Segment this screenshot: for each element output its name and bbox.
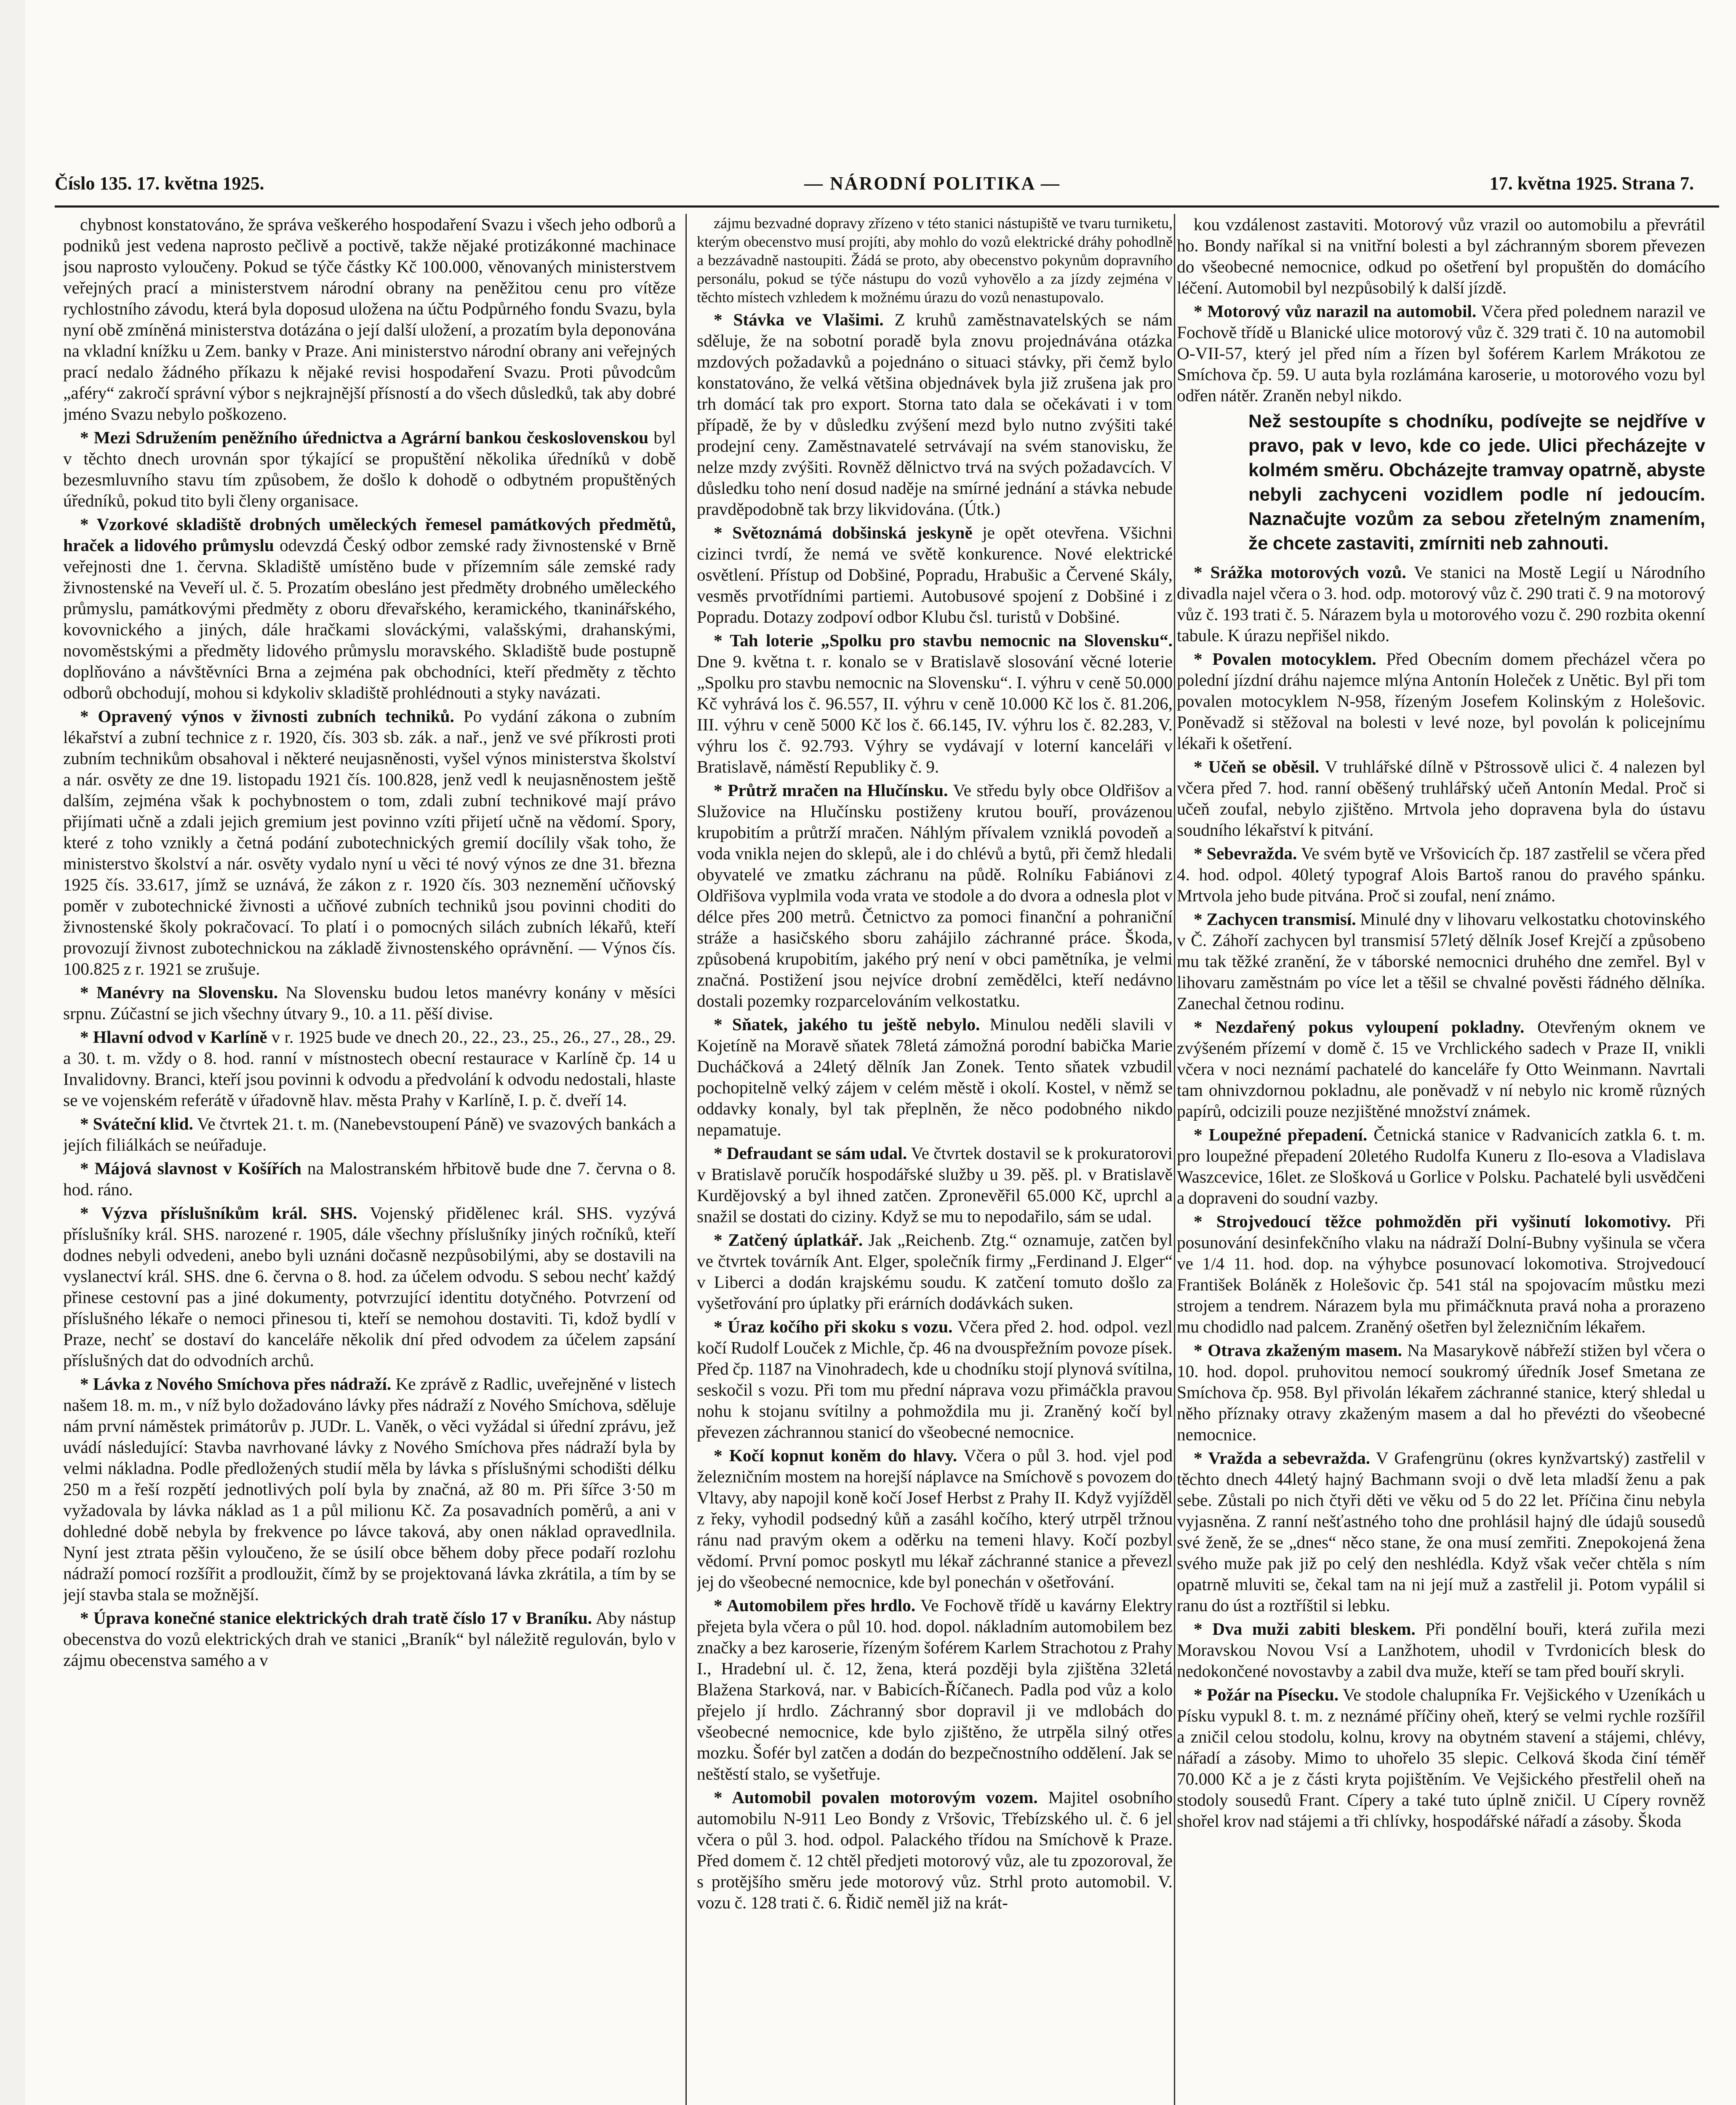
article-headline: * Požár na Písecku. [1194, 1685, 1339, 1704]
article [1177, 1211, 1705, 1337]
article-headline: * Světoznámá dobšinská jeskyně [714, 523, 973, 542]
column-separator [685, 214, 687, 2105]
column-3 [1177, 214, 1705, 2105]
article [63, 1113, 676, 1155]
article-headline: * Učeň se oběsil. [1194, 757, 1320, 776]
article-text: Při posunování desinfekčního vlaku na nádraží Dolní-Bubny vyšinula se včera ve 1/4 11. hod. dop. na výhybce posunovací lokomotiva. Strojvedoucí František Boláněk z Holešovic čp. 541 stál na spojovacím můstku mezi strojem a tendrem. Nárazem byla mu přimáčknuta pravá noha a prorazeno mu chodidlo nad palcem. Zraněný ošetřen byl železničním lékařem. [1177, 1212, 1705, 1336]
page-margin [0, 0, 25, 2105]
column-separator [1174, 214, 1175, 2105]
column-2 [697, 214, 1173, 2105]
article-headline: * Nezdařený pokus vyloupení pokladny. [1194, 1017, 1525, 1037]
article [697, 1595, 1173, 1784]
article-text: Jak „Reichenb. Ztg.“ oznamuje, zatčen byl ve čtvrtek továrník Ant. Elger, společník firmy „Ferdinand J. Elger“ v Liberci a dodán krajskému soudu. K zatčení tomuto došlo za vyšetřování pro úplatky při erárních dodávkách suken. [697, 1230, 1173, 1313]
article-headline: * Stávka ve Vlašimi. [714, 310, 884, 329]
article-headline: * Sváteční klid. [80, 1114, 193, 1133]
article [63, 1373, 676, 1605]
article-text: Včera před polednem narazil ve Fochově třídě u Blanické ulice motorový vůz č. 329 trati č. 10 na automobil O-VII-57, který jel před ním a řízen byl šoférem Karlem Mrákotou ze Smíchova čp. 59. U auta byla rozlámána karoserie, u motorového vozu byl odřen nátěr. Zraněn nebyl nikdo. [1177, 301, 1705, 405]
article-text: V Grafengrünu (okres kynžvartský) zastřelil v těchto dnech 44letý hajný Bachmann svoji o dvě leta mladší ženu a pak sebe. Zůstali po nich čtyři děti ve věku od 5 do 22 let. Příčina činu nebyla vyjasněna. Z ranní nešťastného toho dne prohlásil hajný dle údajů sousedů své ženě, že se „dnes“ něco stane, že ona musí zemřiti. Znepokojená žena svého muže pak již po celý den neshlédla. Když však večer chtěla s ním opatrně mluviti se, čekal tam na ni její muž a zastřelil ji. Potom vypálil si ranu do úst a roztříštil si lebku. [1177, 1448, 1705, 1615]
article-text: je opět otevřena. Všichni cizinci tvrdí, že nemá ve světě konkurence. Nové elektrické osvětlení. Přístup od Dobšiné, Popradu, Hrabušic a Červené Skály, vesměs prvotřídními partiemi. Autobusové spojení z Dobšiné i z Popradu. Dotazy zodpoví odbor Klubu čsl. turistů v Dobšiné. [697, 523, 1173, 626]
traffic-notice: Než sestoupíte s chodníku, podívejte se nejdříve v pravo, pak v levo, kde co jede. Ulici přecházejte v kolmém směru. Obcházejte tramvay opatrně, abyste nebyli zachyceni vozidlem podle ní jedoucím. Naznačujte vozům za sebou zřetelným znamením, že chcete zastaviti, zmírniti neb zahnouti. [1248, 411, 1705, 554]
header-rule [55, 205, 1719, 208]
column-3-top [1177, 214, 1705, 406]
article-text: Na Slovensku budou letos manévry konány v měsíci srpnu. Zúčastní se jich všechny útvary 9., 10. a 11. pěší divise. [63, 983, 676, 1023]
article-headline: * Úraz kočího při skoku s vozu. [714, 1317, 953, 1336]
article-headline: * Povalen motocyklem. [1194, 649, 1376, 669]
article [1177, 909, 1705, 1014]
article-headline: * Opravený výnos v živnosti zubních techniků. [80, 706, 454, 726]
article [1177, 1016, 1705, 1122]
article-text: Četnická stanice v Radvanicích zatkla 6. t. m. pro loupežné přepadení 20letého Rudolfa Kuneru z Ilo-esova a Vladislava Waszcevice, 16let. ze Slošková u Gorlice v Polsku. Pachatelé byli usvědčeni a dopraveni do soudní vazby. [1177, 1125, 1705, 1207]
article-headline: * Zachycen transmisí. [1194, 909, 1356, 929]
article [697, 1143, 1173, 1227]
article-text: Minulé dny v lihovaru velkostatku chotovinského v Č. Záhoří zachycen byl transmisí 57letý dělník Josef Krejčí a způsobeno mu tak těžké zranění, že v táborské nemocnici druhého dne zemřel. Byl v lihovaru zaměstnám po více let a těšil se chvalné pověsti řádného dělníka. Zanechal četnou rodinu. [1177, 909, 1705, 1013]
article-headline: * Otrava zkaženým masem. [1194, 1340, 1402, 1360]
masthead: — NÁRODNÍ POLITIKA — [804, 173, 1061, 194]
article-headline: * Defraudant se sám udal. [714, 1143, 907, 1163]
article [697, 630, 1173, 777]
article-text: Z kruhů zaměstnavatelských se nám sděluje, že na sobotní poradě byla znovu projednávána otázka mzdových požadavků a pojednáno o situaci stávky, při čemž bylo konstatováno, že velká většina objednávek byla již zrušena jak pro trh domácí tak pro export. Storna tato dala se očekávati i v tom případě, že by v důsledku zvýšení mezd bylo nutno zvýšiti také prodejní ceny. Zaměstnavatelé setrvávají na svém stanovisku, že nelze mzdy zvýšiti. Rovněž dělnictvo trvá na svých požadavcích. V důsledku toho není dosud naděje na smírné jednání a stávka nebude pravděpodobně tak brzy likvidována. (Útk.) [697, 310, 1173, 519]
article-text: Ve středu byly obce Oldřišov a Služovice na Hlučínsku postiženy krutou bouří, provázenou krupobitím a průtrží mračen. Náhlým přívalem vzniklá povodeň a voda vnikla nejen do sklepů, ale i do chlévů a bytů, při čemž hledali obyvatelé ve zmatku záchranu na půdě. Rolníku Fabiánovi z Oldřišova vyplmila voda vrata ve stodole a do dvora a odnesla plot v délce přes 200 metrů. Četnictvo za pomoci finanční a pohraniční stráže a hasičského sboru zahájilo záchranné práce. Škoda, způsobená krupobitím, jakého prý není v obci pamětníka, je velmi značná. Postižení jsou nejvíce drobní zemědělci, kteří nedávno dostali pozemky rozparcelováním velkostatku. [697, 781, 1173, 1010]
article-text: Minulou neděli slavili v Kojetíně na Moravě sňatek 78letá zámožná porodní babička Marie Ducháčková a 24letý dělník Jan Zonek. Tento sňatek vzbudil pochopitelně velký zájem v celém městě i okolí. Kostel, v němž se oddavky konaly, byl tak přeplněn, že něco podobného nikdo nepamatuje. [697, 1015, 1173, 1139]
article [697, 522, 1173, 627]
article [1177, 301, 1705, 406]
article-text: byl v těchto dnech urovnán spor týkající se propuštění několika úředníků v době bezesmluvního stavu tím způsobem, že došlo k dohodě o odbytném propuštěných úředníků, pokud tito byli členy organisace. [63, 428, 676, 510]
article-text: kou vzdálenost zastaviti. Motorový vůz vrazil oo automobilu a převrátil ho. Bondy naříkal si na vnitřní bolesti a byl záchranným sborem převezen do všeobecné nemocnice, odkud po ošetření byl propuštěn do domácího léčení. Automobil byl nezpůsobilý k další jízdě. [1177, 215, 1705, 297]
article [697, 214, 1173, 306]
article [63, 982, 676, 1024]
article-headline: * Loupežné přepadení. [1194, 1125, 1368, 1144]
article [697, 1014, 1173, 1140]
article [63, 1607, 676, 1671]
article [697, 1787, 1173, 1913]
article [63, 1158, 676, 1200]
article [697, 1316, 1173, 1442]
article-text: Vojenský přidělenec král. SHS. vyzývá příslušníky král. SHS. narozené r. 1905, dále všechny příslušníky jiných ročníků, kteří dodnes nebyli odvedeni, anebo byli uznáni dočasně nezpůsobilými, aby se dostavili na vyslanectví král. SHS. dne 6. června o 8. hod. za účelem odvodu. S sebou nechť každý přinese cestovní pas a jiné dokumenty, potvrzující identitu dotyčného. Potvrzení od příslušného lékaře o nemoci přinesou ti, kteří se nemohou dostaviti. Ti, kdož bydlí v Praze, nechť se dostaví do kanceláře několik dní před odvodem za účelem zapsání příslušných dat do odvodních archů. [63, 1203, 676, 1370]
article-headline: * Vražda a sebevražda. [1194, 1448, 1371, 1468]
issue-number: Číslo 135. 17. května 1925. [55, 173, 264, 194]
article-headline: * Vzorkové skladiště drobných uměleckých řemesel památkových předmětů, hraček a lidového průmyslu [63, 514, 676, 555]
article-text: Ke zprávě z Radlic, uveřejněné v listech našem 18. m. m., v níž bylo dožadováno lávky přes nádraží z Nového Smíchova, sděluje nám první náměstek primátorův p. JUDr. L. Vaněk, o věci vyžádal si úřední zprávu, jež uvádí následující: Stavba navrhované lávky z Nového Smíchova přes nádraží byla by velmi nákladna. Podle předložených studií měla by lávka s příslušnými schodišti délku 250 m a řeší rozpětí jednotlivých polí byla by značná, až 80 m. Při šířce 3·50 m vyžadovala by lávka náklad as 1 a půl milionu Kč. Za posavadních poměrů, a ani v dohledné době nebyla by frekvence po lávce taková, aby onen náklad opravedlnila. Nyní jest ztrata pěšin vyloučeno, že se úsilí obce během doby přece podaří rozlohu nádraží pomocí rozšířit a prodloužit, čímž by se projektovaná lávka zkrátila, a tím by se její stavba stala se možnější. [63, 1374, 676, 1604]
article-text: Na Masarykově nábřeží stižen byl včera o 10. hod. dopol. pruhovitou nemocí soukromý úředník Josef Smetana ze Smíchova čp. 958. Byl přivolán lékařem záchranné stanice, který shledal u něho příznaky otravy zkaženým masem a dal ho převézti do všeobecné nemocnice. [1177, 1340, 1705, 1444]
article-headline: * Strojvedoucí těžce pohmožděn při vyšinutí lokomotivy. [1194, 1212, 1671, 1231]
article-text: Otevřeným oknem ve zvýšeném přízemí v domě č. 15 ve Vrchlického sadech v Praze II, vnikli včera v noci neznámí pachatelé do kanceláře fy Otto Weinmann. Navrtali tam ohnivzdornou pokladnu, ale poněvadž v ní nebylo nic kromě různých papírů, odcizili pouze nezjištěné množství známek. [1177, 1017, 1705, 1121]
article-text: Ve svém bytě ve Vršovicích čp. 187 zastřelil se včera před 4. hod. odpol. 40letý typograf Alois Bartoš ranou do pravého spánku. Mrtvola jeho bude pitvána. Proč si zoufal, není známo. [1177, 844, 1705, 905]
column-1 [63, 214, 676, 2105]
article-headline: * Úprava konečné stanice elektrických drah tratě číslo 17 v Braníku. [80, 1608, 592, 1628]
date-page: 17. května 1925. Strana 7. [1489, 173, 1694, 194]
article-headline: * Výzva příslušníkům král. SHS. [80, 1203, 357, 1223]
article-headline: * Sňatek, jakého tu ještě nebylo. [714, 1015, 980, 1034]
article [63, 1202, 676, 1371]
article-headline: * Tah loterie „Spolku pro stavbu nemocnic na Slovensku“. [714, 631, 1173, 650]
article [63, 706, 676, 979]
article-text: Ve čtvrtek 21. t. m. (Nanebevstoupení Páně) ve svazových bankách a jejích filiálkách se neúřaduje. [63, 1114, 676, 1154]
article-headline: * Zatčený úplatkář. [714, 1230, 863, 1250]
article [63, 1026, 676, 1111]
article [697, 1445, 1173, 1592]
article [697, 309, 1173, 520]
article-headline: * Motorový vůz narazil na automobil. [1194, 301, 1477, 321]
article [1177, 648, 1705, 754]
article [1177, 756, 1705, 840]
article-headline: * Kočí kopnut koněm do hlavy. [714, 1446, 957, 1465]
article-headline: * Hlavní odvod v Karlíně [80, 1027, 267, 1047]
article-text: Včera o půl 3. hod. vjel pod železničním mostem na horejší náplavce na Smíchově s povozem do Vltavy, aby napojil koně kočí Josef Herbst z Prahy II. Když vyjížděl z řeky, vyhodil podsedný kůň a zasáhl kočího, který utrpěl tržnou ránu nad pravým okem a oděrku na temeni hlavy. Kočí pozbyl vědomí. První pomoc poskytl mu lékař záchranné stanice a převezl jej do všeobecné nemocnice, kde byl ponechán v ošetřování. [697, 1446, 1173, 1591]
article-text: V truhlářské dílně v Pštrossově ulici č. 4 nalezen byl včera před 7. hod. ranní oběšený truhlářský učeň Antonín Medal. Proč si učeň zoufal, nebylo zjištěno. Mrtvola jeho dopravena byla do ústavu soudního lékařství k pitvání. [1177, 757, 1705, 839]
page-header [55, 173, 1719, 202]
article [1177, 1340, 1705, 1445]
article [63, 214, 676, 424]
article-headline: * Lávka z Nového Smíchova přes nádraží. [80, 1374, 392, 1394]
article [63, 427, 676, 511]
article-text: Ve Fochově třídě u kavárny Elektry přejeta byla včera o půl 10. hod. dopol. nákladním automobilem bez značky a bez karoserie, řízeným šoférem Karlem Strachotou z Prahy I., Hradební ul. č. 12, žena, která později byla zjištěna 32letá Blažena Starková, nar. v Babicích-Říčanech. Padla pod vůz a kolo přejelo jí hrdlo. Záchranný sbor dopravil ji ve mdlobách do všeobecné nemocnice, kde bylo zjištěno, že utrpěla silný otřes mozku. Šofér byl zatčen a dodán do bezpečnostního oddělení. Jak se neštěstí stalo, se vyšetřuje. [697, 1596, 1173, 1783]
article [1177, 562, 1705, 646]
article-headline: * Průtrž mračen na Hlučínsku. [714, 781, 948, 800]
article-text: Ve stodole chalupníka Fr. Vejšického v Uzeníkách u Písku vypukl 8. t. m. z neznámé příčiny oheň, který se velmi rychle rozšířil a zničil celou stodolu, kolnu, krovy na obytném stavení a stájemi, chlévy, nářadí a zásoby. Mimo to uhořelo 35 slepic. Celková škoda činí téměř 70.000 Kč a je z části kryta pojištěním. Ve Vejšického přestřelil oheň na stodoly sousedů Frant. Cípery a také tuto úplně zničil. U Cípery rovněž shořel krov nad stájemi a tři chlívky, hospodářské nářadí a zásoby. Škoda [1177, 1685, 1705, 1831]
article-text: Ve stanici na Mostě Legií u Národního divadla najel včera o 3. hod. odp. motorový vůz č. 290 trati č. 9 na motorový vůz č. 193 trati č. 5. Nárazem byla u motorového vozu č. 290 rozbita okenní tabule. K úrazu nepřišel nikdo. [1177, 562, 1705, 645]
article-text: Při pondělní bouři, která zuřila mezi Moravskou Novou Vsí a Lanžhotem, uhodil v Tvrdonicích blesk do nedokončené novostavby a zabil dva muže, kteří se tam před bouří skryli. [1177, 1619, 1705, 1681]
article [1177, 1684, 1705, 1831]
article-text: Majitel osobního automobilu N-911 Leo Bondy z Vršovic, Třebízského ul. č. 6 jel včera o půl 3. hod. odpol. Palackého třídou na Smíchově k Praze. Před domem č. 12 chtěl předjeti motorový vůz, ale tu zpozoroval, že s protějšího směru jede motorový vůz. Strhl proto automobil. V. vozu č. 128 trati č. 6. Řidič neměl již na krát- [697, 1788, 1173, 1912]
article-text: chybnost konstatováno, že správa veškerého hospodaření Svazu i všech jeho odborů a podniků jest vedena naprosto pečlivě a poctivě, takže nějaké protizákonné machinace jsou naprosto vyloučeny. Pokud se týče částky Kč 100.000, věnovaných ministerstvem veřejných prací a ministerstvem národní obrany na peněžitou cenu pro vítěze rychlostního závodu, která byla doposud uložena na účtu Podpůrného fondu Svazu, byla nyní obě zmíněná ministerstva dotázána o její další uložení, a prozatím byla deponována na vkladní knížku u Zem. banky v Praze. Ani ministerstvo národní obrany ani veřejných prací nedalo žádného příkazu k nějaké revisi hospodaření Svazu. Proti původcům „aféry“ zakročí správní výbor s nejkrajnější přísností a do všech důsledků, tak aby dobré jméno Svazu nebylo poškozeno. [63, 215, 676, 424]
article-text: zájmu bezvadné dopravy zřízeno v této stanici nástupiště ve tvaru turniketu, kterým obecenstvo musí projíti, aby mohlo do vozů elektrické dráhy pohodlně a bezzávadně nastoupiti. Žádá se proto, aby obecenstvo pokynům dopravního personálu, pokud se týče nástupu do vozů vyhovělo a za jízdy zejména v těchto místech vzhledem k možnému úrazu do vozů nenastupovalo. [697, 215, 1173, 306]
article-headline: * Manévry na Slovensku. [80, 983, 278, 1002]
article [1177, 843, 1705, 906]
article-text: Po vydání zákona o zubním lékařství a zubní technice z r. 1920, čís. 303 sb. zák. a nař., jenž ve své příkrosti proti zubním technikům obsahoval i některé neujasněnosti, vyšel výnos ministerstva školství a nár. osvěty ze dne 19. listopadu 1921 čís. 100.828, jenž vedl k neujasněnostem ještě dalším, zejména však k pochybnostem o tom, zdali zubní technikové mají právo přijímati učně a zdali jejich gremium jest povinno vzíti přijetí učně na vědomí. Spory, které z toho vznikly a četná podání zubotechnických gremií docílily však toho, že ministerstvo školství a nár. osvěty vydalo nyní u věci té nový výnos ze dne 31. března 1925 čís. 33.617, jímž se uznává, že zákon z r. 1920 čís. 303 neznemění učňovský poměr v zubotechnické živnosti a učňové zubních techniků jsou povinni choditi do živnostenské školy pokračovací. To platí i o pomocných silách zubních lékařů, kteří provozují živnost zubotechnickou na základě živnostenského oprávnění. — Výnos čís. 100.825 z r. 1921 se zrušuje. [63, 706, 676, 978]
article-headline: * Srážka motorových vozů. [1194, 562, 1406, 582]
article [1177, 1447, 1705, 1616]
article-text: na Malostranském hřbitově bude dne 7. června o 8. hod. ráno. [63, 1159, 676, 1199]
article [1177, 1618, 1705, 1681]
article-headline: * Automobilem přes hrdlo. [714, 1596, 916, 1615]
article [697, 1229, 1173, 1314]
article [1177, 214, 1705, 298]
article-text: Ve čtvrtek dostavil se k prokuratorovi v Bratislavě poručík hospodářské služby u 39. pěš. pl. v Bratislavě Kurdějovský a byl ihned zatčen. Zpronevěřil 65.000 Kč, uprchl a snažil se dostati do ciziny. Když se mu to nepodařilo, sám se udal. [697, 1143, 1173, 1226]
article-headline: * Mezi Sdružením peněžního úřednictva a Agrární bankou československou [80, 428, 649, 447]
article-headline: * Dva muži zabiti bleskem. [1194, 1619, 1416, 1639]
article [1177, 1124, 1705, 1208]
article-text: Před Obecním domem přecházel včera po polední jízdní dráhu najemce mlýna Antonín Holeček z Unětic. Byl při tom povalen motocyklem N-958, řízeným Josefem Kolinským z Holešovic. Poněvadž si stěžoval na bolesti v levé noze, byl povolán k policejnímu lékaři k ošetření. [1177, 649, 1705, 753]
article [697, 780, 1173, 1011]
column-3-body [1177, 562, 1705, 1831]
article-headline: * Sebevražda. [1194, 844, 1297, 863]
article-headline: * Májová slavnost v Košířích [80, 1159, 301, 1178]
article [63, 514, 676, 703]
article-headline: * Automobil povalen motorovým vozem. [714, 1788, 1038, 1807]
article-text: odevzdá Český odbor zemské rady živnostenské v Brně veřejnosti dne 1. června. Skladiště umístěno bude v přízemním sále zemské rady živnostenské na Veveří ul. č. 5. Prozatím obesláno jest předměty drobného uměleckého průmyslu, památkovými předměty z oboru dřevařského, keramického, tkaninářského, kovovnického a jiných, dále hračkami slováckými, valašskými, drahanskými, novoměstskými a předměty lidového průmyslu moravského. Skladiště bude postupně doplňováno a návštěvníci Brna a zejména pak obchodníci, kteří předměty z těchto odborů obchodují, mohou si kdykoliv skladiště prohlédnouti a styky navázati. [63, 536, 676, 702]
article-text: Dne 9. května t. r. konalo se v Bratislavě slosování věcné loterie „Spolku pro stavbu nemocnic na Slovensku“. I. výhru v ceně 50.000 Kč vyhrává los č. 96.557, II. výhru v ceně 10.000 Kč los č. 81.206, III. výhru v ceně 5000 Kč los č. 66.145, IV. výhru los č. 82.283, V. výhru los č. 92.793. Výhry se vydávají v loterní kanceláři v Bratislavě, náměstí Republiky č. 9. [697, 652, 1173, 776]
article-text: Aby nástup obecenstva do vozů elektrických drah ve stanici „Braník“ byl náležitě regulován, bylo v zájmu obecenstva samého a v [63, 1608, 676, 1670]
article-text: Včera před 2. hod. odpol. vezl kočí Rudolf Louček z Michle, čp. 46 na dvouspřežním povoze písek. Před čp. 1187 na Vinohradech, kde u chodníku stojí plynová svítilna, seskočil s vozu. Při tom mu přední náprava vozu přimáčkla pravou nohu k stojanu svítilny a pohmoždila mu ji. Zraněný kočí byl převezen záchrannou stanicí do všeobecné nemocnice. [697, 1317, 1173, 1442]
article-text: v r. 1925 bude ve dnech 20., 22., 23., 25., 26., 27., 28., 29. a 30. t. m. vždy o 8. hod. ranní v místnostech obecní restaurace v Karlíně čp. 14 u Invalidovny. Branci, kteří jsou povinni k odvodu a předvolání k odvodu nedostali, hlaste se ve vojenském referátě v úřadovně hlav. města Prahy v Karlíně, I. p. č. dveří 14. [63, 1027, 676, 1110]
